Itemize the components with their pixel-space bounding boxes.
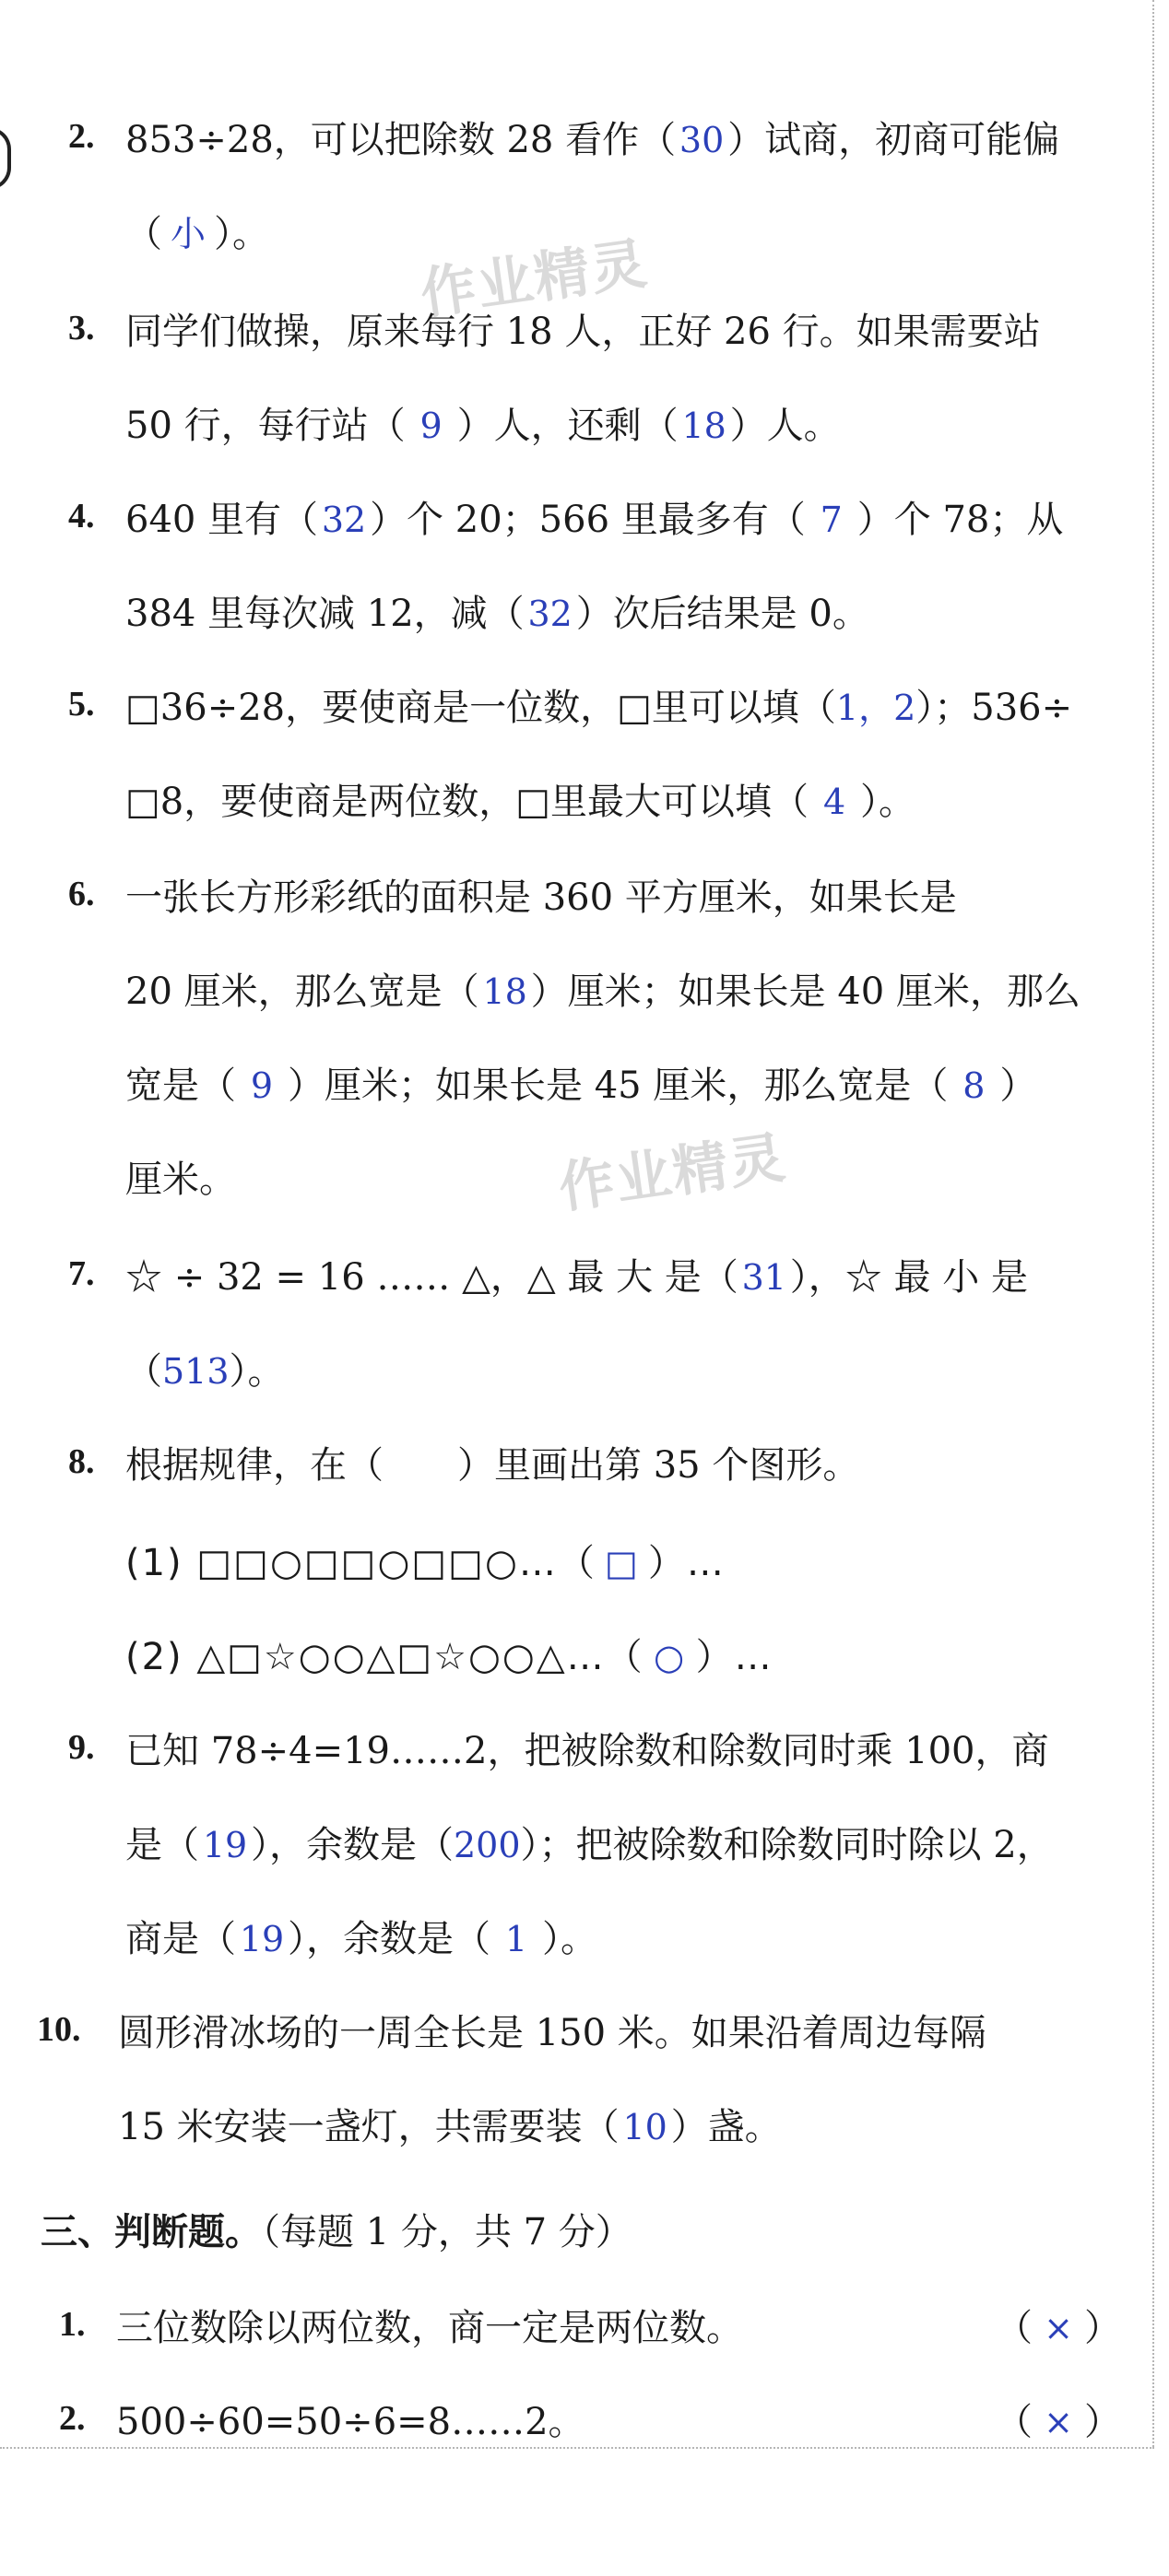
question-line: 15 米安装一盏灯，共需要装（ 10）盏。 [118, 2100, 782, 2155]
question-line: □36÷28，要使商是一位数，□里可以填（1，2）；536÷ [125, 680, 1072, 735]
question-line: 853÷28，可以把除数 28 看作（ 30）试商，初商可能偏 [125, 112, 1059, 168]
answer: 32 [321, 500, 367, 540]
page-border-right [1152, 0, 1154, 2447]
answer: 19 [202, 1825, 248, 1865]
answer: 18 [681, 406, 726, 446]
answer: ○ [653, 1637, 687, 1677]
question-line: 同学们做操，原来每行 18 人，正好 26 行。如果需要站 [125, 311, 1041, 353]
answer: 513 [162, 1351, 230, 1392]
question-line: 384 里每次减 12，减（ 32）次后结果是 0。 [125, 586, 869, 641]
question-line: 厘米。 [125, 1159, 236, 1201]
watermark: 作业精灵 [417, 231, 653, 327]
pattern-line-2: (2) △□☆○○△□☆○○△…（ ○ ）… [125, 1629, 773, 1685]
question-line: 500÷60=50÷6=8……2。 [116, 2401, 585, 2443]
answer: □ [604, 1543, 640, 1583]
question-line: 是（ 19），余数是（200）；把被除数和除数同时除以 2， [125, 1817, 1054, 1873]
answer-parens: （ × ） [996, 2394, 1121, 2450]
question-line: （513）。 [125, 1344, 285, 1399]
answer: 7 [820, 500, 843, 540]
question-number: 7. [68, 1254, 95, 1293]
answer: 10 [622, 2107, 667, 2147]
answer: 19 [239, 1919, 285, 1959]
section-heading: 三、判断题。（每题 1 分，共 7 分） [41, 2211, 632, 2253]
binding-mark [0, 127, 11, 190]
question-number: 6. [68, 875, 95, 913]
question-line: 已知 78÷4=19……2，把被除数和除数同时乘 100，商 [125, 1730, 1049, 1772]
answer: 1 [504, 1919, 528, 1959]
question-number: 4. [68, 497, 95, 535]
answer: 1，2 [835, 688, 916, 728]
question-number: 2. [68, 117, 95, 156]
question-number: 3. [68, 309, 95, 347]
answer: 31 [741, 1257, 786, 1298]
question-line: ☆ ÷ 32 = 16 …… △，△ 最 大 是（ 31），☆ 最 小 是 [125, 1250, 1028, 1305]
question-number: 10. [37, 2010, 81, 2049]
answer: 4 [822, 782, 846, 822]
question-number: 9. [68, 1728, 95, 1767]
question-line: 根据规律，在（ ）里画出第 35 个图形。 [125, 1444, 860, 1487]
question-line: 一张长方形彩纸的面积是 360 平方厘米，如果长是 [125, 876, 957, 919]
question-line: 640 里有（ 32）个 20；566 里最多有（ 7 ）个 78；从 [125, 492, 1063, 547]
watermark: 作业精灵 [555, 1125, 791, 1221]
answer: 30 [679, 120, 725, 160]
question-line: 商是（ 19），余数是（ 1 ）。 [125, 1911, 597, 1967]
answer: 32 [527, 594, 573, 634]
question-number: 1. [59, 2305, 86, 2344]
question-line: 20 厘米，那么宽是（ 18）厘米；如果长是 40 厘米，那么 [125, 964, 1080, 1019]
answer: 200 [454, 1825, 521, 1865]
answer: 9 [419, 406, 443, 446]
answer: × [1044, 2308, 1073, 2348]
answer: 9 [250, 1065, 274, 1106]
question-line: 宽是（ 9 ）厘米；如果长是 45 厘米，那么宽是（ 8 ） [125, 1058, 1036, 1113]
answer: 8 [962, 1065, 986, 1106]
question-line: （ 小 ）。 [125, 206, 269, 262]
question-line: 50 行，每行站（ 9 ）人，还剩（ 18）人。 [125, 398, 841, 453]
answer: 小 [170, 214, 206, 254]
question-line: 圆形滑冰场的一周全长是 150 米。如果沿着周边每隔 [118, 2012, 986, 2054]
question-number: 2. [59, 2399, 86, 2438]
question-line: 三位数除以两位数，商一定是两位数。 [116, 2307, 743, 2349]
question-number: 8. [68, 1442, 95, 1481]
answer: × [1044, 2402, 1073, 2442]
answer-parens: （ × ） [996, 2300, 1121, 2356]
question-number: 5. [68, 685, 95, 723]
answer: 18 [482, 971, 527, 1012]
question-line: □8，要使商是两位数，□里最大可以填（ 4 ）。 [125, 774, 915, 829]
pattern-line-1: (1) □□○□□○□□○…（ □ ）… [125, 1535, 726, 1591]
